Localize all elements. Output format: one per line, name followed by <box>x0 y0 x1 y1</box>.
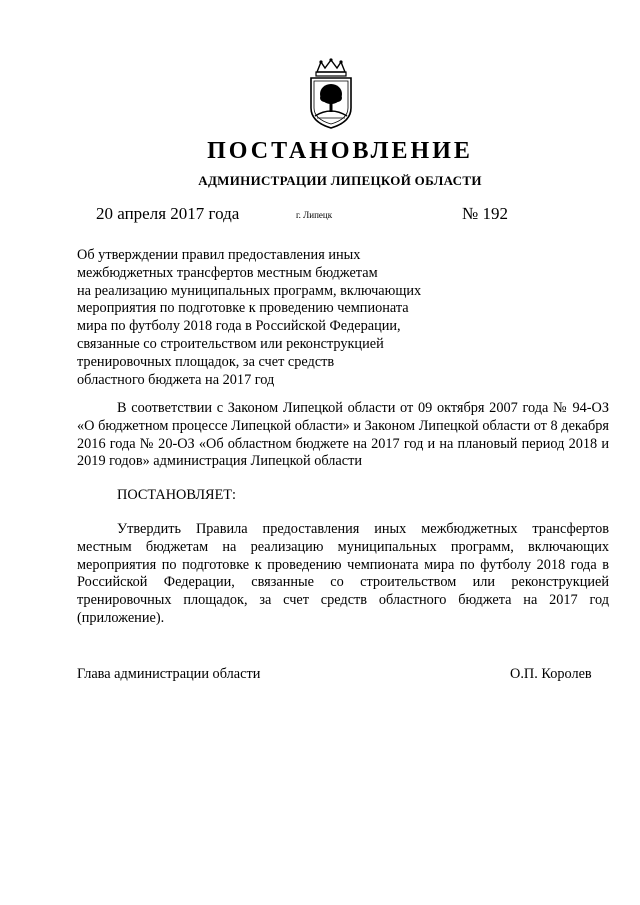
coat-of-arms-icon <box>303 58 359 130</box>
subject-line: областного бюджета на 2017 год <box>77 371 275 388</box>
subject-line: тренировочных площадок, за счет средств <box>77 353 335 370</box>
document-type-title: ПОСТАНОВЛЕНИЕ <box>207 138 473 164</box>
subject-line: мира по футболу 2018 года в Российской Федерации, <box>77 318 401 335</box>
subject-line: межбюджетных трансфертов местным бюджетам <box>77 264 378 281</box>
subject-line: связанные со строительством или реконструкцией <box>77 335 384 352</box>
document-subject <box>77 247 477 389</box>
document-date: 20 апреля 2017 года <box>96 204 240 223</box>
document-number: № 192 <box>462 204 508 223</box>
decision-paragraph: Утвердить Правила предоставления иных межбюджетных трансфертов местным бюджетам на реализацию муниципальных программ, включающих мероприятия по подготовке к проведению чемпионата мира по футболу 2018 года в Российской Федерации, связанные со строительством или реконструкцией тренировочных площадок, за счет средств областного бюджета на 2017 год (приложение). <box>77 521 609 626</box>
subject-line: на реализацию муниципальных программ, включающих <box>77 282 422 299</box>
preamble-paragraph: В соответствии с Законом Липецкой области от 09 октября 2007 года № 94-ОЗ «О бюджетном процессе Липецкой области» и Законом Липецкой области от 8 декабря 2016 года № 20-ОЗ «Об областном бюджете на 2017 год и на плановый период 2018 и 2019 годов» администрация Липецкой области <box>77 400 609 470</box>
document-city: г. Липецк <box>296 210 333 220</box>
subject-line: мероприятия по подготовке к проведению чемпионата <box>77 300 409 317</box>
resolves-heading: ПОСТАНОВЛЯЕТ: <box>117 487 237 503</box>
subject-line: Об утверждении правил предоставления иных <box>77 247 361 263</box>
issuing-authority: АДМИНИСТРАЦИИ ЛИПЕЦКОЙ ОБЛАСТИ <box>198 173 482 188</box>
signer-name: О.П. Королев <box>510 666 592 682</box>
signer-position: Глава администрации области <box>77 666 261 682</box>
